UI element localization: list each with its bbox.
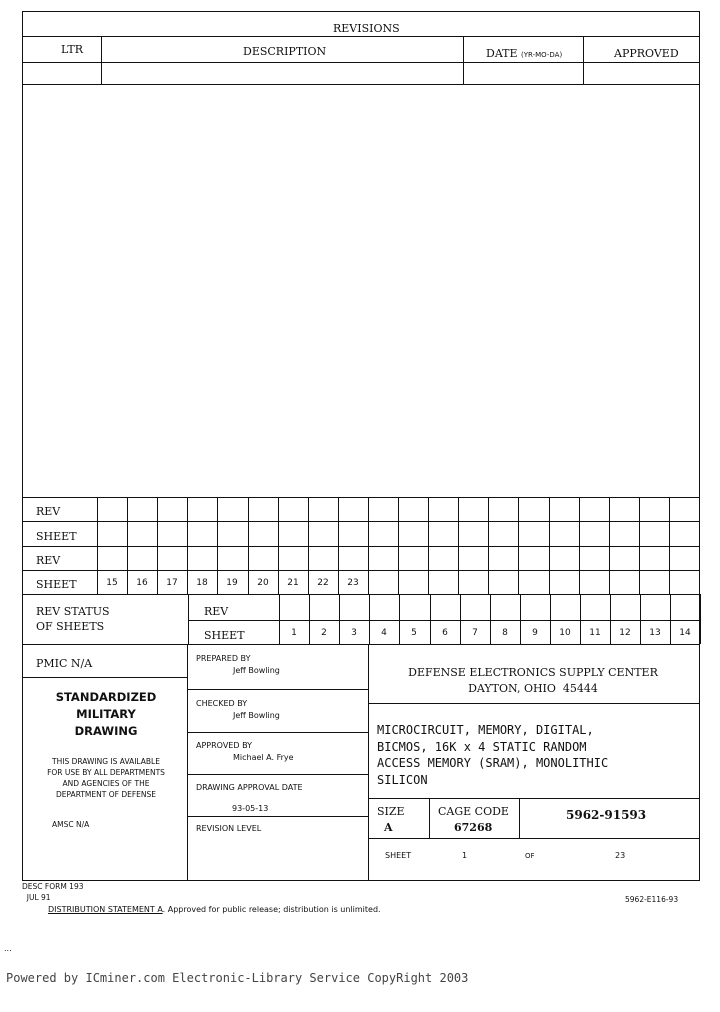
revision-level-label: REVISION LEVEL [196, 824, 262, 833]
lower-sheet-number: 6 [442, 628, 448, 638]
lower-sheet-number: 10 [559, 628, 571, 638]
grid-column-line [700, 594, 701, 644]
cage-code-label: CAGE CODE [438, 805, 509, 818]
revisions-title: REVISIONS [333, 22, 400, 35]
lower-sheet-number: 9 [532, 628, 538, 638]
lower-sheet-number: 2 [321, 628, 327, 638]
lower-sheet-number: 3 [351, 628, 357, 638]
grid-column-line [368, 497, 369, 594]
approved-by-label: APPROVED BY [196, 741, 253, 750]
rev-status-label: REV STATUS OF SHEETS [36, 605, 110, 633]
grid-column-line [458, 497, 459, 594]
availability-note: THIS DRAWING IS AVAILABLE FOR USE BY ALL DEPARTMENTS AND AGENCIES OF THE DEPARTMENT OF DEFENSE [47, 757, 165, 799]
grid-column-line [699, 497, 700, 594]
lower-sheet-number: 4 [381, 628, 387, 638]
lower-sheet-number: 8 [502, 628, 508, 638]
upper-sheet-number: 17 [166, 578, 178, 588]
drawing-number: 5962-91593 [566, 808, 647, 822]
approved-header: APPROVED [614, 47, 679, 60]
standardized-military-drawing: STANDARDIZED MILITARY DRAWING [55, 690, 157, 738]
drawing-title: MICROCIRCUIT, MEMORY, DIGITAL, BICMOS, 16K x 4 STATIC RANDOM ACCESS MEMORY (SRAM), MONOLITHIC SILICON [377, 723, 609, 787]
upper-sheet-number: 23 [347, 578, 359, 588]
grid-row-rev-1: REV [36, 505, 61, 518]
upper-sheet-number: 18 [196, 578, 208, 588]
prepared-by-label: PREPARED BY [196, 654, 251, 663]
grid-column-line [398, 497, 399, 594]
dots: ... [4, 944, 12, 953]
upper-sheet-number: 19 [226, 578, 238, 588]
grid-column-line [669, 497, 670, 594]
lower-sheet-number: 14 [679, 628, 691, 638]
size-label: SIZE [377, 805, 405, 818]
approval-date: 93-05-13 [232, 804, 269, 813]
grid-column-line [488, 497, 489, 594]
grid-column-line [518, 497, 519, 594]
total-sheets: 23 [615, 851, 626, 860]
form-number: 5962-E116-93 [625, 895, 679, 904]
pmic: PMIC N/A [36, 657, 93, 670]
prepared-by: Jeff Bowling [233, 666, 280, 675]
upper-sheet-number: 20 [257, 578, 269, 588]
approved-by: Michael A. Frye [233, 753, 294, 762]
size-value: A [384, 821, 393, 834]
grid-column-line [428, 497, 429, 594]
grid-column-line [579, 497, 580, 594]
date-header: DATE (YR-MO-DA) [486, 47, 563, 60]
cage-code-value: 67268 [454, 821, 493, 834]
upper-sheet-number: 16 [136, 578, 148, 588]
lower-sheet-number: 11 [589, 628, 601, 638]
approval-date-label: DRAWING APPROVAL DATE [196, 783, 303, 792]
amsc: AMSC N/A [52, 820, 90, 829]
lower-sheet-number: 13 [649, 628, 661, 638]
lower-sheet-number: 12 [619, 628, 631, 638]
upper-sheet-number: 22 [317, 578, 329, 588]
grid-column-line [609, 497, 610, 594]
sheet-label-footer: SHEET [385, 851, 412, 860]
grid-row-rev-2: REV [36, 554, 61, 567]
lower-sheet-number: 7 [472, 628, 478, 638]
lower-sheet-number: 5 [411, 628, 417, 638]
upper-sheet-number: 15 [106, 578, 118, 588]
sheet-number: 1 [462, 851, 468, 860]
lower-sheet-number: 1 [291, 628, 297, 638]
ltr-header: LTR [61, 43, 84, 56]
grid-row-sheet-2: SHEET [36, 578, 77, 591]
distribution-statement: DISTRIBUTION STATEMENT A. Approved for public release; distribution is unlimited. [48, 905, 381, 914]
description-header: DESCRIPTION [243, 45, 327, 58]
checked-by: Jeff Bowling [233, 711, 280, 720]
grid-column-line [639, 497, 640, 594]
checked-by-label: CHECKED BY [196, 699, 248, 708]
powered-by: Powered by ICminer.com Electronic-Library Service CopyRight 2003 [6, 971, 469, 985]
grid-column-line [549, 497, 550, 594]
rev-label: REV [204, 605, 229, 618]
upper-sheet-number: 21 [287, 578, 299, 588]
grid-row-sheet-1: SHEET [36, 530, 77, 543]
sheet-label: SHEET [204, 629, 245, 642]
of-label: OF [525, 852, 535, 860]
desc-form: DESC FORM 193 JUL 91 [22, 882, 84, 902]
date-format: (YR-MO-DA) [521, 51, 563, 59]
agency: DEFENSE ELECTRONICS SUPPLY CENTER DAYTON, OHIO 45444 [408, 666, 658, 695]
